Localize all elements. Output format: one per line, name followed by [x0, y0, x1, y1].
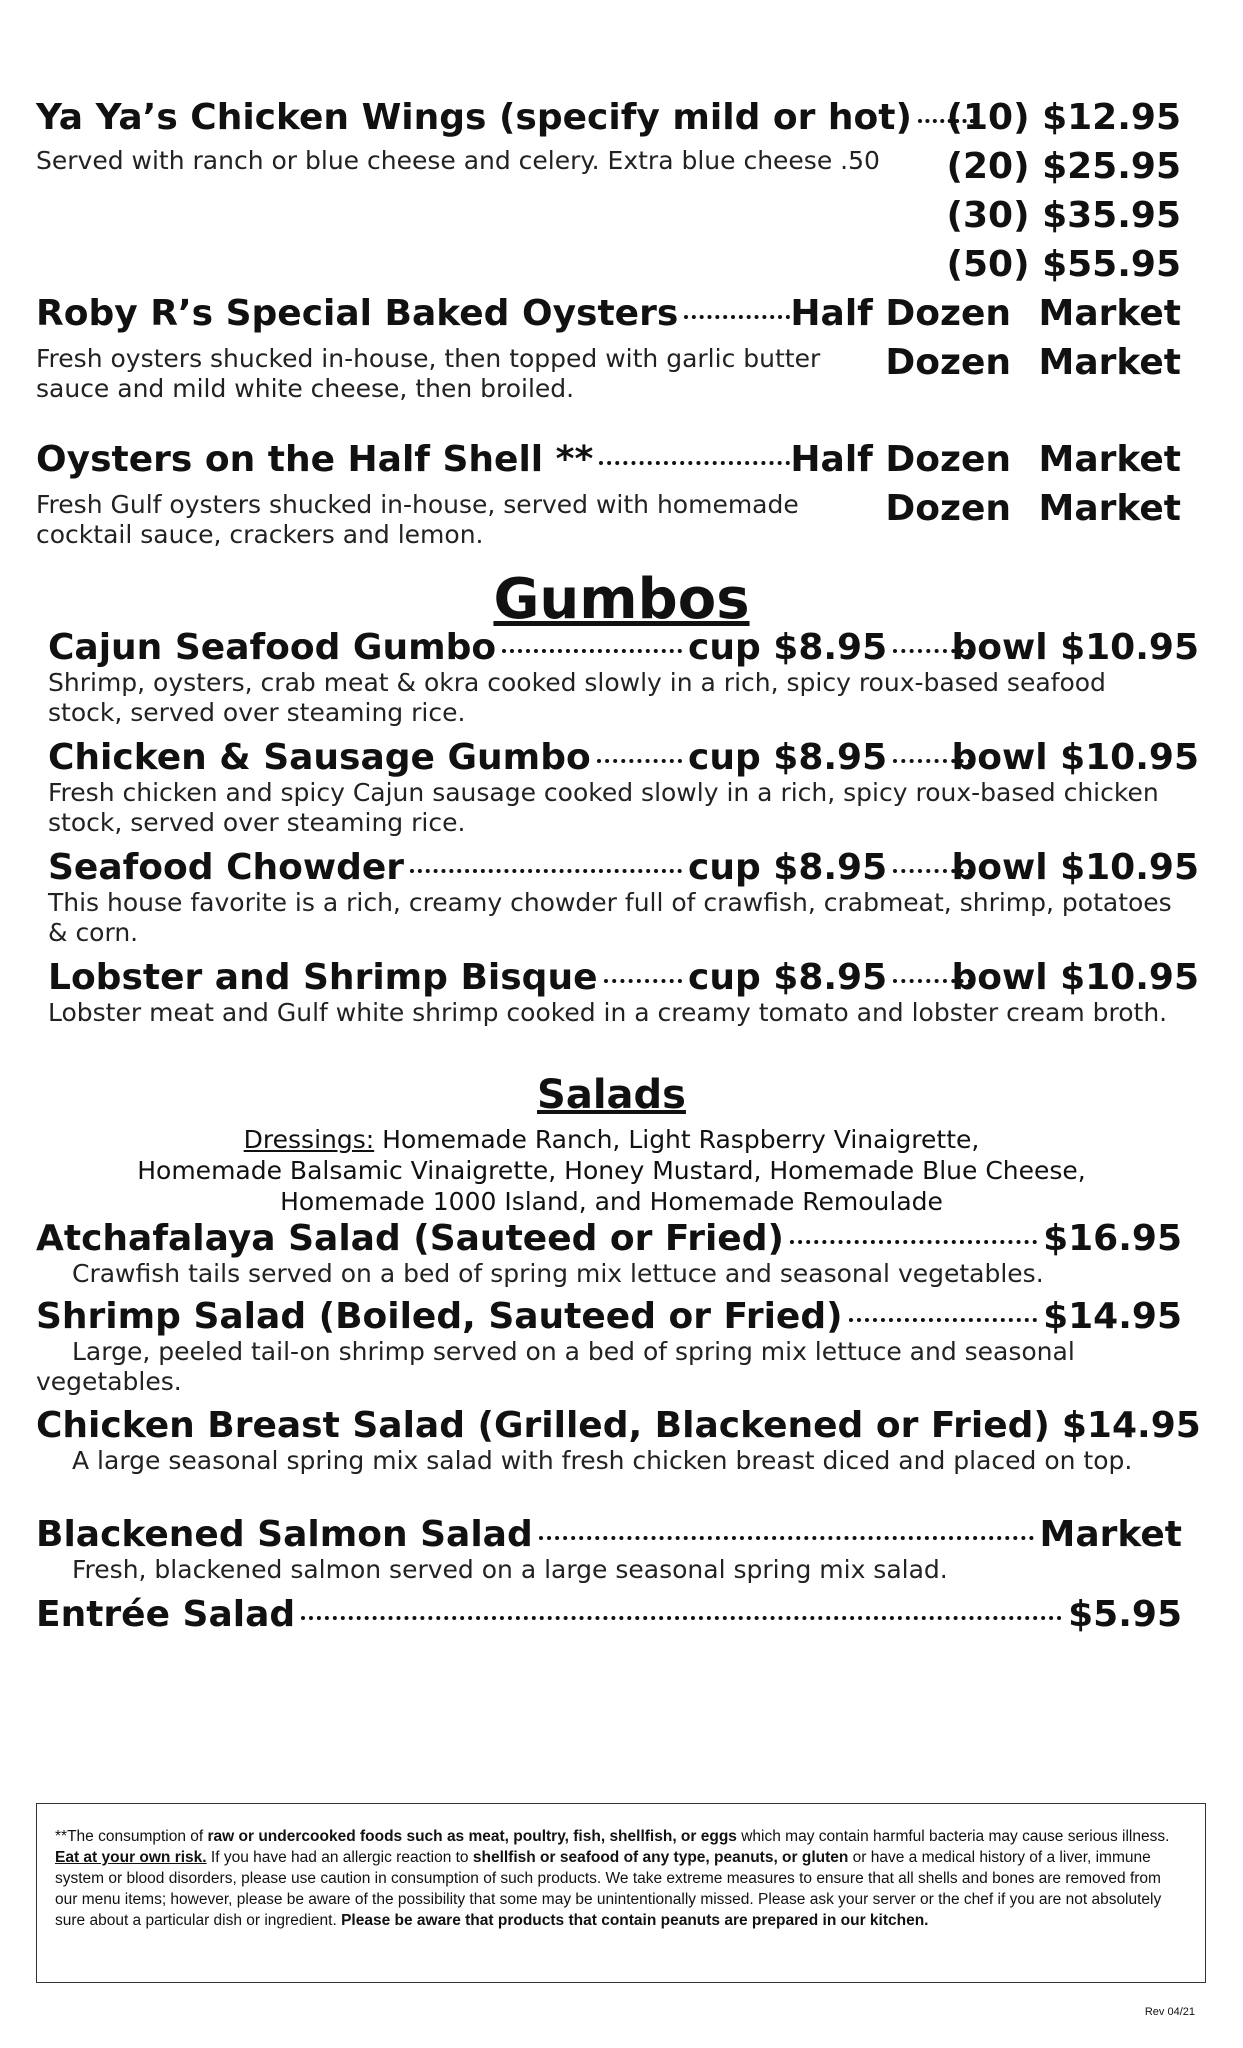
leader-dots — [790, 1240, 1037, 1244]
leader-dots — [502, 649, 682, 653]
wings-desc: Served with ranch or blue cheese and celery. Extra blue cheese .50 — [36, 146, 880, 175]
gumbo-cup-price: cup $8.95 — [688, 627, 888, 668]
salad-price: $5.95 — [1068, 1594, 1182, 1635]
salad-title: Shrimp Salad (Boiled, Sauteed or Fried) — [36, 1296, 843, 1337]
salads-heading: Salads — [537, 1072, 686, 1118]
dressings-line-1-text: Homemade Ranch, Light Raspberry Vinaigrette, — [374, 1125, 980, 1154]
baked-oysters-title: Roby R’s Special Baked Oysters — [36, 293, 679, 334]
half-shell-desc: Fresh Gulf oysters shucked in-house, served with homemade cocktail sauce, crackers and lemon. — [36, 490, 799, 549]
salad-title-row — [36, 1405, 1201, 1446]
gumbo-title-row — [48, 628, 688, 668]
wings-price-30: (30) $35.95 — [946, 195, 1181, 236]
salad-title-row — [36, 1595, 1182, 1635]
salad-title: Blackened Salmon Salad — [36, 1514, 533, 1555]
leader-dots — [410, 869, 682, 873]
dressings-text — [0, 1124, 1223, 1217]
salad-price: Market — [1039, 1514, 1182, 1555]
gumbo-title-row — [48, 738, 688, 778]
dressings-line-1 — [0, 1124, 1223, 1155]
leader-dots — [684, 315, 790, 319]
disclaimer-box — [36, 1803, 1206, 1983]
salad-title-row — [36, 1219, 1182, 1259]
gumbo-cup-row — [688, 738, 978, 778]
gumbo-title-row — [48, 958, 688, 998]
salad-title: Chicken Breast Salad (Grilled, Blackened or Fried) — [36, 1405, 1050, 1446]
gumbo-title: Cajun Seafood Gumbo — [48, 627, 497, 668]
disclaimer-bold-peanuts: Please be aware that products that contain peanuts are prepared in our kitchen. — [341, 1912, 929, 1929]
disclaimer-text-4: or have a medical history of a liver, immune system or blood disorders, please use caution in consumption of such products. We take extreme measures to ensure that all shells and bones are removed from our menu items; however, please be aware of the possibility that some may be unintentionally missed. Please ask your server or the chef if you are not absolutely sure about a particular dish or ingredient. — [55, 1849, 1162, 1929]
gumbo-title: Chicken & Sausage Gumbo — [48, 737, 591, 778]
wings-price-10: (10) $12.95 — [946, 97, 1181, 138]
salad-desc: Crawfish tails served on a bed of spring mix lettuce and seasonal vegetables. — [72, 1259, 1044, 1288]
half-shell-title-row — [36, 440, 796, 480]
salad-desc: Fresh, blackened salmon served on a large seasonal spring mix salad. — [72, 1555, 948, 1584]
gumbo-desc: Lobster meat and Gulf white shrimp cooked in a creamy tomato and lobster cream broth. — [48, 998, 1168, 1027]
gumbo-title-row — [48, 848, 688, 888]
gumbo-bowl-price: bowl $10.95 — [951, 957, 1199, 998]
salad-desc: A large seasonal spring mix salad with fresh chicken breast diced and placed on top. — [72, 1446, 1133, 1475]
wings-price-50: (50) $55.95 — [946, 244, 1181, 285]
salad-price: $16.95 — [1043, 1218, 1182, 1259]
gumbo-cup-price: cup $8.95 — [688, 957, 888, 998]
gumbo-bowl-price: bowl $10.95 — [951, 737, 1199, 778]
gumbo-bowl-price: bowl $10.95 — [951, 847, 1199, 888]
leader-dots — [849, 1318, 1038, 1322]
salad-title-row — [36, 1515, 1182, 1555]
gumbo-desc: This house favorite is a rich, creamy chowder full of crawfish, crabmeat, shrimp, potatoes & corn. — [48, 888, 1172, 947]
gumbo-title: Lobster and Shrimp Bisque — [48, 957, 598, 998]
salad-title: Atchafalaya Salad (Sauteed or Fried) — [36, 1218, 784, 1259]
baked-oysters-half-price: Market — [1038, 293, 1181, 334]
baked-oysters-desc: Fresh oysters shucked in-house, then topped with garlic butter sauce and mild white cheese, then broiled. — [36, 344, 821, 403]
baked-oysters-dozen-label: Dozen — [885, 342, 1011, 383]
salad-price: $14.95 — [1043, 1296, 1182, 1337]
leader-dots — [599, 461, 790, 465]
baked-oysters-title-row — [36, 294, 796, 334]
gumbos-heading: Gumbos — [493, 567, 750, 632]
leader-dots — [604, 979, 683, 983]
half-shell-title: Oysters on the Half Shell ** — [36, 439, 594, 480]
leader-dots — [539, 1536, 1034, 1540]
gumbo-cup-price: cup $8.95 — [688, 737, 888, 778]
wings-title-row — [36, 98, 980, 138]
gumbo-title: Seafood Chowder — [48, 847, 405, 888]
disclaimer-text-3: If you have had an allergic reaction to — [206, 1849, 473, 1866]
half-shell-half-label: Half Dozen — [790, 439, 1011, 480]
leader-dots — [301, 1616, 1062, 1620]
baked-oysters-dozen-price: Market — [1038, 342, 1181, 383]
gumbo-bowl-price: bowl $10.95 — [951, 627, 1199, 668]
half-shell-dozen-price: Market — [1038, 488, 1181, 529]
leader-dots — [597, 759, 682, 763]
disclaimer-own-risk: Eat at your own risk. — [55, 1849, 207, 1866]
baked-oysters-half-label: Half Dozen — [790, 293, 1011, 334]
gumbo-cup-price: cup $8.95 — [688, 847, 888, 888]
dressings-line-2: Homemade Balsamic Vinaigrette, Honey Mustard, Homemade Blue Cheese, — [137, 1156, 1086, 1185]
disclaimer-text-1: **The consumption of — [55, 1828, 208, 1845]
dressings-line-3: Homemade 1000 Island, and Homemade Remoulade — [280, 1187, 943, 1216]
revision-label: Rev 04/21 — [1144, 2006, 1195, 2018]
salad-desc: Large, peeled tail-on shrimp served on a bed of spring mix lettuce and seasonal vegetables. — [36, 1337, 1075, 1396]
salad-title-row — [36, 1297, 1182, 1337]
half-shell-dozen-label: Dozen — [885, 488, 1011, 529]
gumbo-desc: Shrimp, oysters, crab meat & okra cooked slowly in a rich, spicy roux-based seafood stock, served over steaming rice. — [48, 668, 1106, 727]
gumbo-cup-row — [688, 958, 978, 998]
salad-title: Entrée Salad — [36, 1594, 296, 1635]
gumbo-cup-row — [688, 628, 978, 668]
wings-price-20: (20) $25.95 — [946, 146, 1181, 187]
dressings-label: Dressings: — [243, 1125, 375, 1154]
gumbo-desc: Fresh chicken and spicy Cajun sausage cooked slowly in a rich, spicy roux-based chicken stock, served over steaming rice. — [48, 778, 1159, 837]
wings-title: Ya Ya’s Chicken Wings (specify mild or hot) — [36, 97, 912, 138]
half-shell-half-price: Market — [1038, 439, 1181, 480]
disclaimer-text-2: which may contain harmful bacteria may cause serious illness. — [736, 1828, 1170, 1845]
salad-price: $14.95 — [1061, 1405, 1201, 1446]
disclaimer-bold-allergens: shellfish or seafood of any type, peanuts, or gluten — [472, 1849, 849, 1866]
disclaimer-bold-raw-foods: raw or undercooked foods such as meat, poultry, fish, shellfish, or eggs — [207, 1828, 737, 1845]
gumbo-cup-row — [688, 848, 978, 888]
